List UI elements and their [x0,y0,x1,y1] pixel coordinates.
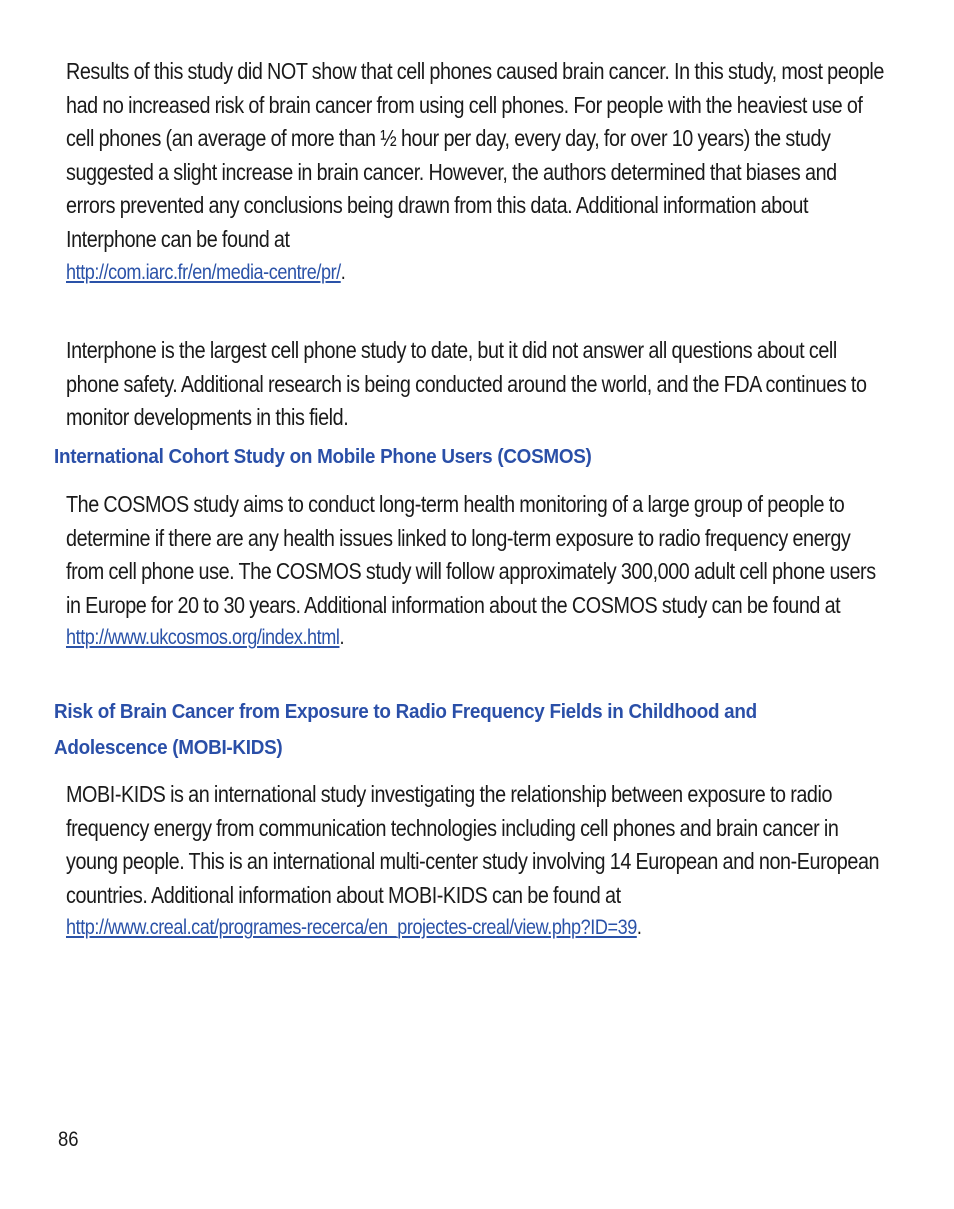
mobikids-text: MOBI-KIDS is an international study investigating the relationship between exposure to radio frequency energy from communication technologies including cell phones and brain cancer in young people. This is an international multi-center study involving 14 European and non-European countries. Additional information about MOBI-KIDS can be found at [66,781,880,908]
mobikids-heading-line2: Adolescence (MOBI-KIDS) [54,736,283,759]
ukcosmos-link[interactable]: http://www.ukcosmos.org/index.html [66,626,340,650]
page-number: 86 [58,1128,79,1151]
interphone-results-paragraph [66,55,890,289]
mobikids-paragraph [66,778,890,944]
link-period: . [340,260,346,284]
cosmos-paragraph [66,488,890,654]
interphone-largest-text: Interphone is the largest cell phone study to date, but it did not answer all questions about cell phone safety. Additional research is being conducted around the world, and the FDA continues to monitor developments in this field. [66,337,867,431]
cosmos-heading: International Cohort Study on Mobile Phone Users (COSMOS) [54,445,592,468]
mobikids-heading-line1: Risk of Brain Cancer from Exposure to Radio Frequency Fields in Childhood and [54,700,757,723]
mobikids-heading [54,694,757,766]
link-period: . [636,916,642,940]
interphone-results-text: Results of this study did NOT show that cell phones caused brain cancer. In this study, most people had no increased risk of brain cancer from using cell phones. For people with the heaviest use of cell phones (an average of more than ½ hour per day, every day, for over 10 years) the study suggested a slight increase in brain cancer. However, the authors determined that biases and errors prevented any conclusions being drawn from this data. Additional information about Interphone can be found at [66,58,884,252]
creal-link[interactable]: http://www.creal.cat/programes-recerca/en_projectes-creal/view.php?ID=39 [66,916,637,940]
iarc-media-centre-link[interactable]: http://com.iarc.fr/en/media-centre/pr/ [66,260,341,284]
cosmos-text: The COSMOS study aims to conduct long-term health monitoring of a large group of people to determine if there are any health issues linked to long-term exposure to radio frequency energy from cell phone use. The COSMOS study will follow approximately 300,000 adult cell phone users in Europe for 20 to 30 years. Additional information about the COSMOS study can be found at [66,491,876,618]
interphone-largest-paragraph [66,334,890,435]
link-period: . [339,626,345,650]
